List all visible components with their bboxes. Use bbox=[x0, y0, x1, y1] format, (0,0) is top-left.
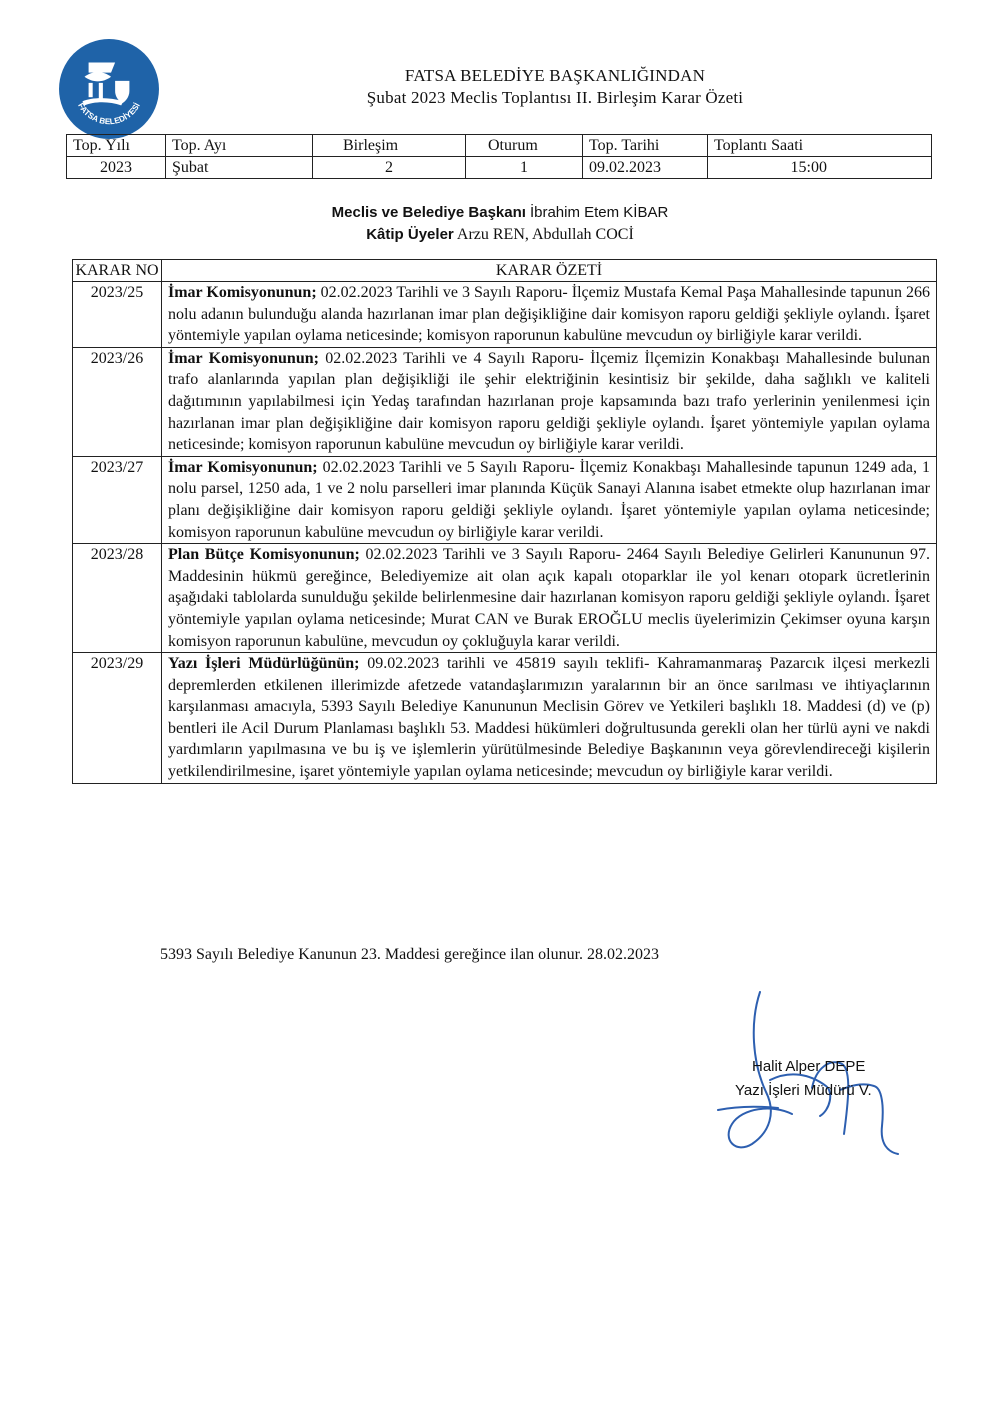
decision-text: 09.02.2023 tarihli ve 45819 sayılı teklifi- Kahramanmaraş Pazarcık ilçesi merkezli depremlerden etkilenen illerimizde afetzede vatandaşlarımızın yaralarının bir an önce sarılması ve ihtiyaçlarının karşılanması amacıyla, 5393 Sayılı Belediye Kanununun Meclisin Görev ve Yetkileri başlıklı 18. Maddesi (d) ve (p) bentleri ile Acil Durum Planlaması başlıklı 53. Maddesi hükümleri doğrultusunda gerekli olan her türlü ayni ve nakdi yardımların yapılmasına ve bu iş ve işlemlerin yürütülmesinde Belediye Başkanının veya görevlendireceği kişilerin yetkilendirilmesine, işaret yöntemiyle yapılan oylama neticesinde; mevcudun oy birliğiyle karar verildi. bbox=[168, 655, 930, 781]
decision-summary bbox=[162, 282, 937, 348]
meeting-info-value-row bbox=[67, 157, 932, 179]
council-chair-line bbox=[200, 204, 800, 222]
decision-text: 02.02.2023 Tarihli ve 5 Sayılı Raporu- İlçemiz Konakbaşı Mahallesinde tapunun 1249 ada, 1 nolu parsel, 1250 ada, 1 ve 2 nolu parselleri imar planında Küçük Sanayi Alanına isabet etmekte olup hazırlanan imar planı değişikliğine dair komisyon raporu geldiği şekliyle oylandı. İşaret yöntemiyle yapılan oylama neticesinde; komisyon raporunun kabulüne mevcudun oy birliğiyle karar verildi. bbox=[168, 458, 930, 541]
decision-text: 02.02.2023 Tarihli ve 4 Sayılı Raporu- İlçemiz İlçemizin Konakbaşı Mahallesinde bulunan trafo alanlarında yapılan plan değişikliği ile şehir elektriğinin kesintisiz bir şekilde, daha sağlıklı ve kaliteli dağıtımının yapılabilmesi için Yedaş tarafından hazırlanan proje kapsamında bazı trafo yerlerinin yenilenmesi için hazırlanan imar plan değişikliğine dair komisyon raporu geldiği şekliyle oylandı. İşaret yöntemiyle yapılan oylama neticesinde; komisyon raporunun kabulüne mevcudun oy birliğiyle karar verildi. bbox=[168, 349, 930, 454]
decision-summary bbox=[162, 347, 937, 456]
decision-no: 2023/29 bbox=[73, 653, 162, 784]
time-value: 15:00 bbox=[708, 157, 932, 179]
decision-summary bbox=[162, 653, 937, 784]
session-value: 2 bbox=[313, 157, 466, 179]
year-value: 2023 bbox=[67, 157, 166, 179]
date-value: 09.02.2023 bbox=[583, 157, 708, 179]
decision-row bbox=[73, 653, 937, 784]
signatory-name: Halit Alper DEPE bbox=[752, 1058, 866, 1075]
sitting-value: 1 bbox=[466, 157, 583, 179]
col-time-header: Toplantı Saati bbox=[708, 135, 932, 157]
col-session-header: Birleşim bbox=[313, 135, 466, 157]
decision-summary-header: KARAR ÖZETİ bbox=[162, 260, 937, 282]
council-clerks-line bbox=[200, 226, 800, 244]
decision-no: 2023/25 bbox=[73, 282, 162, 348]
decision-no: 2023/28 bbox=[73, 544, 162, 653]
logo-text: FATSA BELEDİYESİ bbox=[76, 101, 142, 127]
meeting-info-table bbox=[66, 134, 932, 179]
col-sitting-header: Oturum bbox=[466, 135, 583, 157]
header-subtitle: Şubat 2023 Meclis Toplantısı II. Birleşim Karar Özeti bbox=[366, 88, 744, 107]
col-year-header: Top. Yılı bbox=[67, 135, 166, 157]
clerks-label: Kâtip Üyeler bbox=[366, 226, 454, 243]
decision-row bbox=[73, 544, 937, 653]
decision-lead: İmar Komisyonunun; bbox=[168, 458, 318, 476]
fatsa-belediyesi-logo bbox=[58, 38, 160, 140]
decision-lead: Yazı İşleri Müdürlüğünün; bbox=[168, 655, 360, 673]
decision-text: 02.02.2023 Tarihli ve 3 Sayılı Raporu- 2464 Sayılı Belediye Gelirleri Kanununun 97. Maddesinin hükmü gereğince, Belediyemize ait olan açık kapalı otoparklar ile yol kenarı otopark ücretlerinin aşağıdaki tablolarda sunulduğu şekilde belirlenmesine dair hazırlanan komisyon raporu geldiği şekliyle oylandı. İşaret yöntemiyle yapılan oylama neticesinde; Murat CAN ve Burak EROĞLU meclis üyelerimizin Çekimser oyuna karşın komisyon raporunun kabulüne, mevcudun oy çokluğuyla karar verildi. bbox=[168, 546, 931, 650]
header-title: FATSA BELEDİYE BAŞKANLIĞINDAN bbox=[404, 66, 706, 85]
col-date-header: Top. Tarihi bbox=[583, 135, 708, 157]
decision-no: 2023/27 bbox=[73, 456, 162, 543]
decision-text: 02.02.2023 Tarihli ve 3 Sayılı Raporu- İlçemiz Mustafa Kemal Paşa Mahallesinde tapunun 266 nolu adanın bulunduğu alanda hazırlanan imar plan değişikliğine dair komisyon raporu geldiği şekliyle oylandı. İşaret yöntemiyle yapılan oylama neticesinde; komisyon raporunun kabulüne mevcudun oy birliğiyle karar verildi. bbox=[168, 284, 930, 345]
decisions-header-row bbox=[73, 260, 937, 282]
decision-no-header: KARAR NO bbox=[73, 260, 162, 282]
chair-label: Meclis ve Belediye Başkanı bbox=[331, 204, 526, 221]
decision-row bbox=[73, 456, 937, 543]
decision-no: 2023/26 bbox=[73, 347, 162, 456]
meeting-info-header-row bbox=[67, 135, 932, 157]
chair-name: İbrahim Etem KİBAR bbox=[529, 204, 669, 221]
decision-lead: İmar Komisyonunun; bbox=[168, 349, 319, 367]
clerks-names: Arzu REN, Abdullah COCİ bbox=[456, 226, 634, 243]
month-value: Şubat bbox=[166, 157, 313, 179]
col-month-header: Top. Ayı bbox=[166, 135, 313, 157]
decision-lead: Plan Bütçe Komisyonunun; bbox=[168, 546, 360, 564]
decision-lead: İmar Komisyonunun; bbox=[168, 284, 317, 301]
decision-summary bbox=[162, 456, 937, 543]
announcement-footer: 5393 Sayılı Belediye Kanunun 23. Maddesi gereğince ilan olunur. 28.02.2023 bbox=[160, 946, 660, 963]
decision-summary bbox=[162, 544, 937, 653]
decision-row bbox=[73, 347, 937, 456]
handwritten-signature bbox=[700, 980, 910, 1180]
decision-row bbox=[73, 282, 937, 348]
decisions-table bbox=[72, 259, 937, 784]
signatory-title: Yazı İşleri Müdürü V. bbox=[735, 1082, 872, 1099]
